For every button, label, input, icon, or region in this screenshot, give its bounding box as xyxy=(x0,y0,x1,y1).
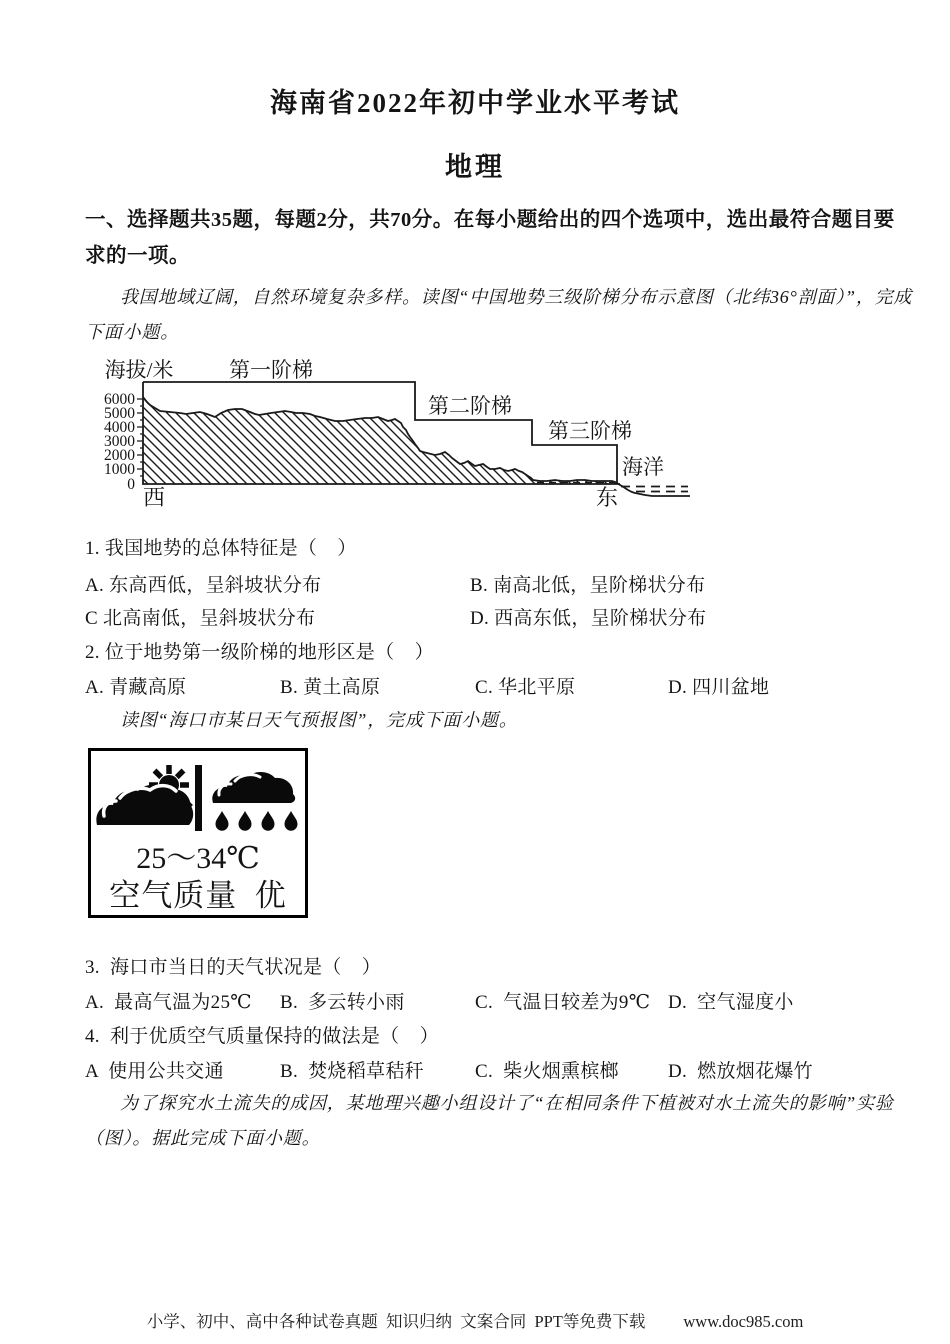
intro-weather: 读图“海口市某日天气预报图”，完成下面小题。 xyxy=(120,710,518,730)
question-2-option-b: B. 黄土高原 xyxy=(280,677,381,698)
ocean-label: 海洋 xyxy=(622,455,664,479)
question-4-option-a: A 使用公共交通 xyxy=(85,1061,224,1082)
tick-3000: 3000 xyxy=(104,433,135,450)
step3-label: 第三阶梯 xyxy=(548,419,632,443)
question-4-stem: 4. 利于优质空气质量保持的做法是（ ） xyxy=(85,1026,439,1047)
tick-5000: 5000 xyxy=(104,405,135,422)
question-3-option-c: C. 气温日较差为9℃ xyxy=(475,992,651,1013)
question-1-option-b: B. 南高北低，呈阶梯状分布 xyxy=(470,575,706,596)
page-title: 海南省2022年初中学业水平考试 xyxy=(270,88,680,118)
intro-erosion-line2: （图）。据此完成下面小题。 xyxy=(85,1128,321,1148)
weather-icons xyxy=(91,763,305,837)
weather-forecast-box xyxy=(88,748,308,918)
intro-terrain-line1: 我国地域辽阔，自然环境复杂多样。读图“中国地势三级阶梯分布示意图（北纬36°剖面）”，完成 xyxy=(120,287,913,307)
west-label: 西 xyxy=(142,485,166,510)
cloud-icon xyxy=(96,784,193,825)
question-4-option-b: B. 焚烧稻草秸秆 xyxy=(280,1061,424,1082)
question-2-option-d: D. 四川盆地 xyxy=(668,677,770,698)
page-footer xyxy=(0,1308,950,1332)
tick-2000: 2000 xyxy=(104,447,135,464)
tick-0: 0 xyxy=(127,476,135,493)
tick-1000: 1000 xyxy=(104,461,135,478)
question-2-stem: 2. 位于地势第一级阶梯的地形区是（ ） xyxy=(85,642,434,663)
section-header-line2: 求的一项。 xyxy=(85,245,190,267)
question-2-option-a: A. 青藏高原 xyxy=(85,677,187,698)
raindrops xyxy=(216,811,298,831)
question-4-option-d: D. 燃放烟花爆竹 xyxy=(668,1061,813,1082)
subject-title: 地理 xyxy=(445,152,505,182)
footer-url: www.doc985.com xyxy=(683,1312,804,1331)
y-axis-label: 海拔/米 xyxy=(104,358,174,382)
question-3-option-a: A. 最高气温为25℃ xyxy=(85,992,252,1013)
ocean-floor-line xyxy=(617,483,690,496)
question-3-stem: 3. 海口市当日的天气状况是（ ） xyxy=(85,957,382,978)
question-1-stem: 1. 我国地势的总体特征是（ ） xyxy=(85,538,357,559)
tick-6000: 6000 xyxy=(104,391,135,408)
intro-erosion-line1: 为了探究水土流失的成因，某地理兴趣小组设计了“在相同条件下植被对水土流失的影响”实验 xyxy=(120,1093,894,1113)
tick-4000: 4000 xyxy=(104,419,135,436)
terrain-steps-diagram xyxy=(85,358,725,516)
temperature-range: 25～34℃ xyxy=(136,842,260,875)
divider-bar xyxy=(195,765,202,831)
step1-label: 第一阶梯 xyxy=(229,358,313,382)
section-header-line1: 一、选择题共35题，每题2分，共70分。在每小题给出的四个选项中，选出最符合题目要 xyxy=(85,209,895,231)
terrain-hatched-area xyxy=(143,397,617,484)
question-1-option-d: D. 西高东低，呈阶梯状分布 xyxy=(470,608,707,629)
rain-cloud-icon xyxy=(212,772,297,831)
intro-terrain-line2: 下面小题。 xyxy=(85,322,179,342)
question-2-option-c: C. 华北平原 xyxy=(475,677,576,698)
east-label: 东 xyxy=(595,485,619,510)
question-1-option-c: C 北高南低，呈斜坡状分布 xyxy=(85,608,316,629)
step2-label: 第二阶梯 xyxy=(428,394,512,418)
footer-text: 小学、初中、高中各种试卷真题 知识归纳 文案合同 PPT等免费下载 xyxy=(146,1312,646,1331)
air-quality: 空气质量 优 xyxy=(109,878,287,913)
question-4-option-c: C. 柴火烟熏槟榔 xyxy=(475,1061,619,1082)
question-1-option-a: A. 东高西低，呈斜坡状分布 xyxy=(85,575,322,596)
question-3-option-b: B. 多云转小雨 xyxy=(280,992,405,1013)
question-3-option-d: D. 空气湿度小 xyxy=(668,992,794,1013)
